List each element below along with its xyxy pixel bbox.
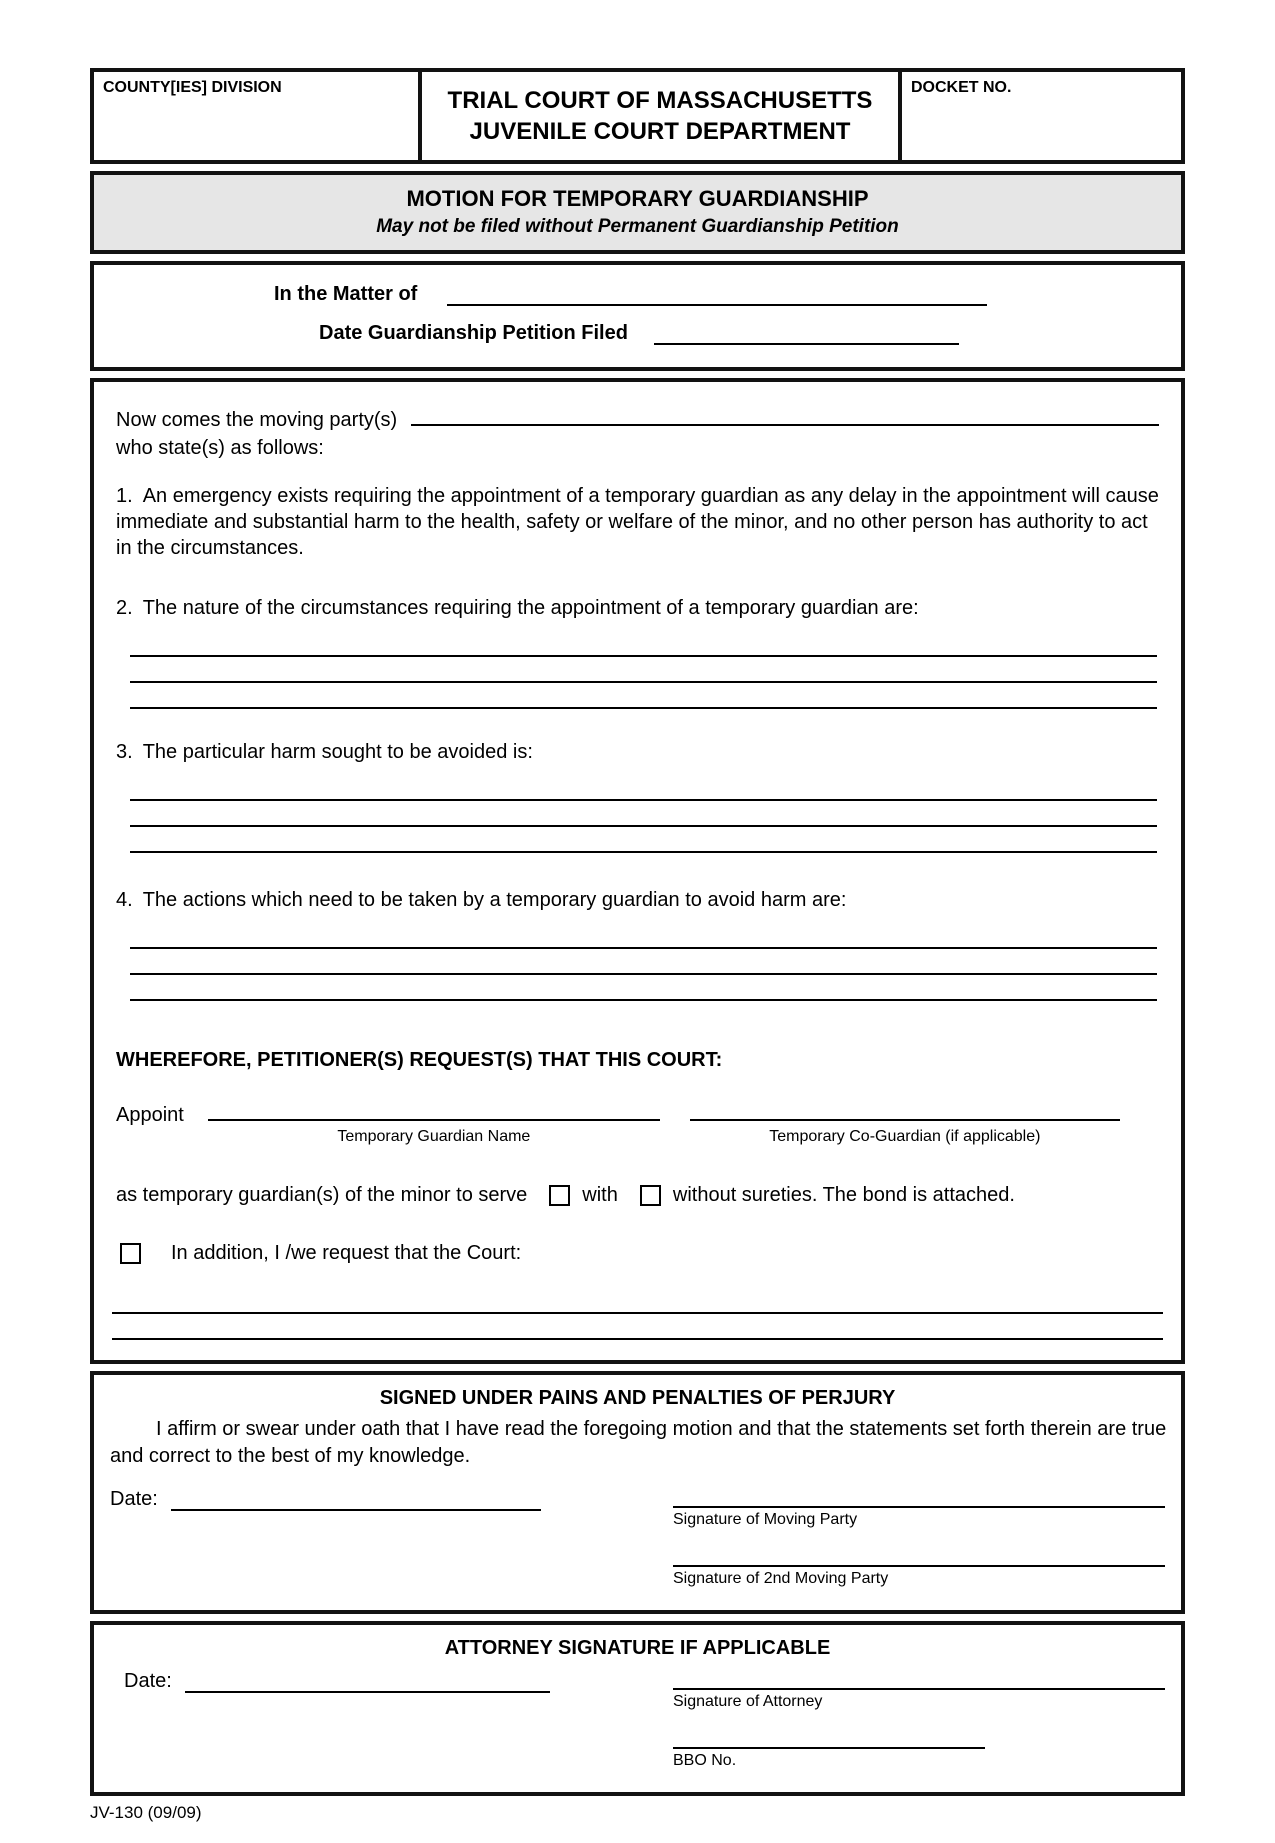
attorney-section — [90, 1621, 1185, 1796]
perjury-signature-area — [94, 1488, 1181, 1592]
harm-line-1[interactable] — [130, 779, 1157, 801]
actions-line-1[interactable] — [130, 927, 1157, 949]
court-request-line-1[interactable] — [112, 1292, 1163, 1314]
item-1-text: An emergency exists requiring the appointment of a temporary guardian as any delay in the appointment will cause immediate and substantial harm to the health, safety or welfare of the minor, and no other person has authority to act in the circumstances. — [116, 485, 1159, 559]
form-number: JV-130 (09/09) — [90, 1803, 202, 1822]
temporary-guardian-name-label: Temporary Guardian Name — [337, 1128, 531, 1145]
item-3-text: The particular harm sought to be avoided is: — [142, 741, 533, 763]
circumstances-line-2[interactable] — [130, 657, 1157, 683]
appoint-row — [108, 1099, 1167, 1150]
temporary-co-guardian-label: Temporary Co-Guardian (if applicable) — [769, 1128, 1041, 1145]
bbo-no-label: BBO No. — [673, 1752, 737, 1769]
item-2-text: The nature of the circumstances requiring the appointment of a temporary guardian are: — [142, 597, 919, 619]
item-1 — [108, 483, 1167, 561]
date-petition-filed-field[interactable] — [654, 323, 959, 345]
second-moving-party-signature-field[interactable] — [673, 1547, 1165, 1567]
actions-line-3[interactable] — [130, 975, 1157, 1001]
attorney-date-row — [110, 1670, 550, 1774]
bbo-no-field[interactable] — [673, 1729, 985, 1749]
form-header-section — [90, 68, 1185, 164]
perjury-date-row — [110, 1488, 541, 1592]
court-request-line-2[interactable] — [112, 1314, 1163, 1340]
perjury-date-field[interactable] — [171, 1489, 541, 1511]
in-matter-of-field[interactable] — [447, 284, 987, 306]
actions-lines — [108, 927, 1167, 1001]
with-label: with — [582, 1184, 618, 1206]
in-addition-row — [108, 1240, 1167, 1266]
perjury-date-label: Date: — [110, 1488, 158, 1510]
form-title: MOTION FOR TEMPORARY GUARDIANSHIP — [406, 186, 869, 211]
circumstances-line-3[interactable] — [130, 683, 1157, 709]
circumstances-lines — [108, 635, 1167, 709]
item-1-number: 1. — [116, 485, 133, 507]
motion-body-section — [90, 378, 1185, 1364]
court-request-lines — [108, 1292, 1167, 1340]
item-2-number: 2. — [116, 597, 133, 619]
attorney-signature-field[interactable] — [673, 1670, 1165, 1690]
sureties-row — [108, 1182, 1167, 1208]
attorney-date-label: Date: — [124, 1670, 172, 1692]
wherefore-heading: WHEREFORE, PETITIONER(S) REQUEST(S) THAT THIS COURT: — [116, 1049, 723, 1071]
moving-party-label: Now comes the moving party(s) — [116, 409, 398, 431]
co-guardian-block — [690, 1099, 1120, 1150]
in-matter-of-label: In the Matter of — [274, 283, 418, 305]
temporary-co-guardian-field[interactable] — [690, 1099, 1120, 1121]
form-title-bar — [90, 171, 1185, 254]
court-title-line1: TRIAL COURT OF MASSACHUSETTS — [447, 87, 873, 114]
attorney-date-field[interactable] — [185, 1671, 550, 1693]
court-title — [422, 72, 898, 160]
date-filed-row — [319, 322, 1161, 345]
sig-2nd-moving-party-label: Signature of 2nd Moving Party — [673, 1570, 889, 1587]
guardian-name-block — [208, 1099, 660, 1150]
attorney-signature-area — [94, 1670, 1181, 1774]
perjury-section — [90, 1371, 1185, 1614]
appoint-label: Appoint — [116, 1104, 184, 1126]
court-title-line2: JUVENILE COURT DEPARTMENT — [469, 118, 851, 145]
county-division-label: COUNTY[IES] DIVISION — [94, 72, 422, 160]
sig-attorney-label: Signature of Attorney — [673, 1693, 823, 1710]
item-3 — [108, 739, 1167, 765]
circumstances-line-1[interactable] — [130, 635, 1157, 657]
date-petition-filed-label: Date Guardianship Petition Filed — [319, 322, 628, 344]
with-sureties-checkbox[interactable] — [549, 1185, 570, 1206]
in-matter-row — [274, 283, 1161, 306]
moving-party-signature-block — [673, 1488, 1165, 1529]
attorney-signatures — [673, 1670, 1165, 1774]
form-subtitle: May not be filed without Permanent Guardianship Petition — [376, 216, 899, 237]
perjury-signatures — [673, 1488, 1165, 1592]
perjury-affirm-text: I affirm or swear under oath that I have read the foregoing motion and that the statements set forth therein are true and correct to the best of my knowledge. — [110, 1418, 1167, 1467]
serve-text: as temporary guardian(s) of the minor to serve — [116, 1184, 528, 1206]
harm-lines — [108, 779, 1167, 853]
docket-no-label: DOCKET NO. — [898, 72, 1181, 160]
item-4-text: The actions which need to be taken by a temporary guardian to avoid harm are: — [142, 889, 847, 911]
harm-line-3[interactable] — [130, 827, 1157, 853]
item-4 — [108, 887, 1167, 913]
moving-party-field[interactable] — [411, 404, 1159, 426]
item-4-number: 4. — [116, 889, 133, 911]
sig-moving-party-label: Signature of Moving Party — [673, 1511, 858, 1528]
attorney-title: ATTORNEY SIGNATURE IF APPLICABLE — [444, 1637, 831, 1659]
temporary-guardian-name-field[interactable] — [208, 1099, 660, 1121]
item-3-number: 3. — [116, 741, 133, 763]
second-moving-party-signature-block — [673, 1547, 1165, 1588]
perjury-title: SIGNED UNDER PAINS AND PENALTIES OF PERJURY — [379, 1387, 896, 1409]
moving-party-row — [108, 404, 1167, 433]
item-2 — [108, 595, 1167, 621]
moving-party-suffix: who state(s) as follows: — [116, 437, 324, 459]
harm-line-2[interactable] — [130, 801, 1157, 827]
matter-section — [90, 261, 1185, 371]
attorney-signature-block — [673, 1670, 1165, 1711]
bbo-no-block — [673, 1729, 1165, 1770]
without-sureties-label: without sureties. The bond is attached. — [672, 1184, 1015, 1206]
actions-line-2[interactable] — [130, 949, 1157, 975]
moving-party-signature-field[interactable] — [673, 1488, 1165, 1508]
in-addition-checkbox[interactable] — [120, 1243, 141, 1264]
in-addition-label: In addition, I /we request that the Court: — [171, 1242, 522, 1264]
without-sureties-checkbox[interactable] — [640, 1185, 661, 1206]
